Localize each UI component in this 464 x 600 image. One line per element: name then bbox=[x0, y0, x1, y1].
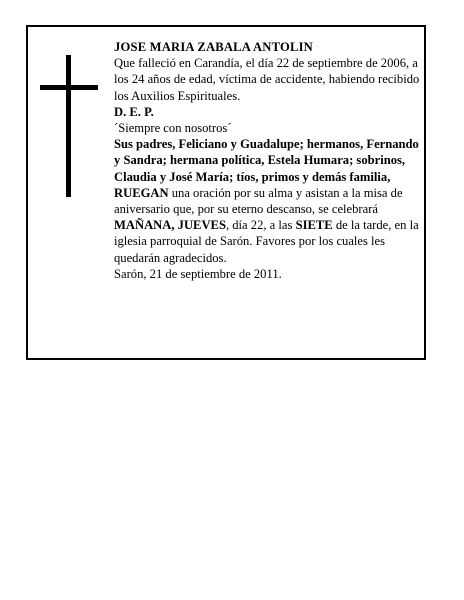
cross-vertical-bar bbox=[66, 55, 71, 197]
place-and-date: Sarón, 21 de septiembre de 2011. bbox=[114, 266, 282, 281]
family-list: Sus padres, Feliciano y Guadalupe; hermanos, Fernando y Sandra; hermana política, Estela Humara; sobrinos, Claudia y José María; tíos, primos y demás familia, bbox=[114, 137, 419, 184]
death-statement: Que falleció en Carandía, el día 22 de septiembre de 2006, a los 24 años de edad, víctima de accidente, habiendo recibido los Auxilios Espirituales. bbox=[114, 56, 420, 103]
cross-icon bbox=[40, 55, 98, 197]
request-text-3: de la tarde, en la iglesia parroquial de Sarón. Favores por los cuales les quedarán agradecidos. bbox=[114, 218, 419, 265]
deceased-name: JOSE MARIA ZABALA ANTOLIN bbox=[114, 40, 313, 54]
cross-horizontal-bar bbox=[40, 85, 98, 90]
mass-request bbox=[114, 185, 420, 266]
notice-text bbox=[114, 39, 420, 282]
rip-label: D. E. P. bbox=[114, 104, 154, 119]
mass-day: MAÑANA, JUEVES bbox=[114, 218, 226, 233]
request-verb: RUEGAN bbox=[114, 185, 169, 200]
request-text-2: , día 22, a las bbox=[225, 218, 296, 233]
mass-hour: SIETE bbox=[295, 218, 333, 233]
memorial-quote: ´Siempre con nosotros´ bbox=[114, 121, 232, 136]
request-text-1: una oración por su alma y asistan a la misa de aniversario que, por su eterno descanso, se celebrará bbox=[114, 185, 403, 217]
obituary-notice bbox=[26, 25, 426, 360]
